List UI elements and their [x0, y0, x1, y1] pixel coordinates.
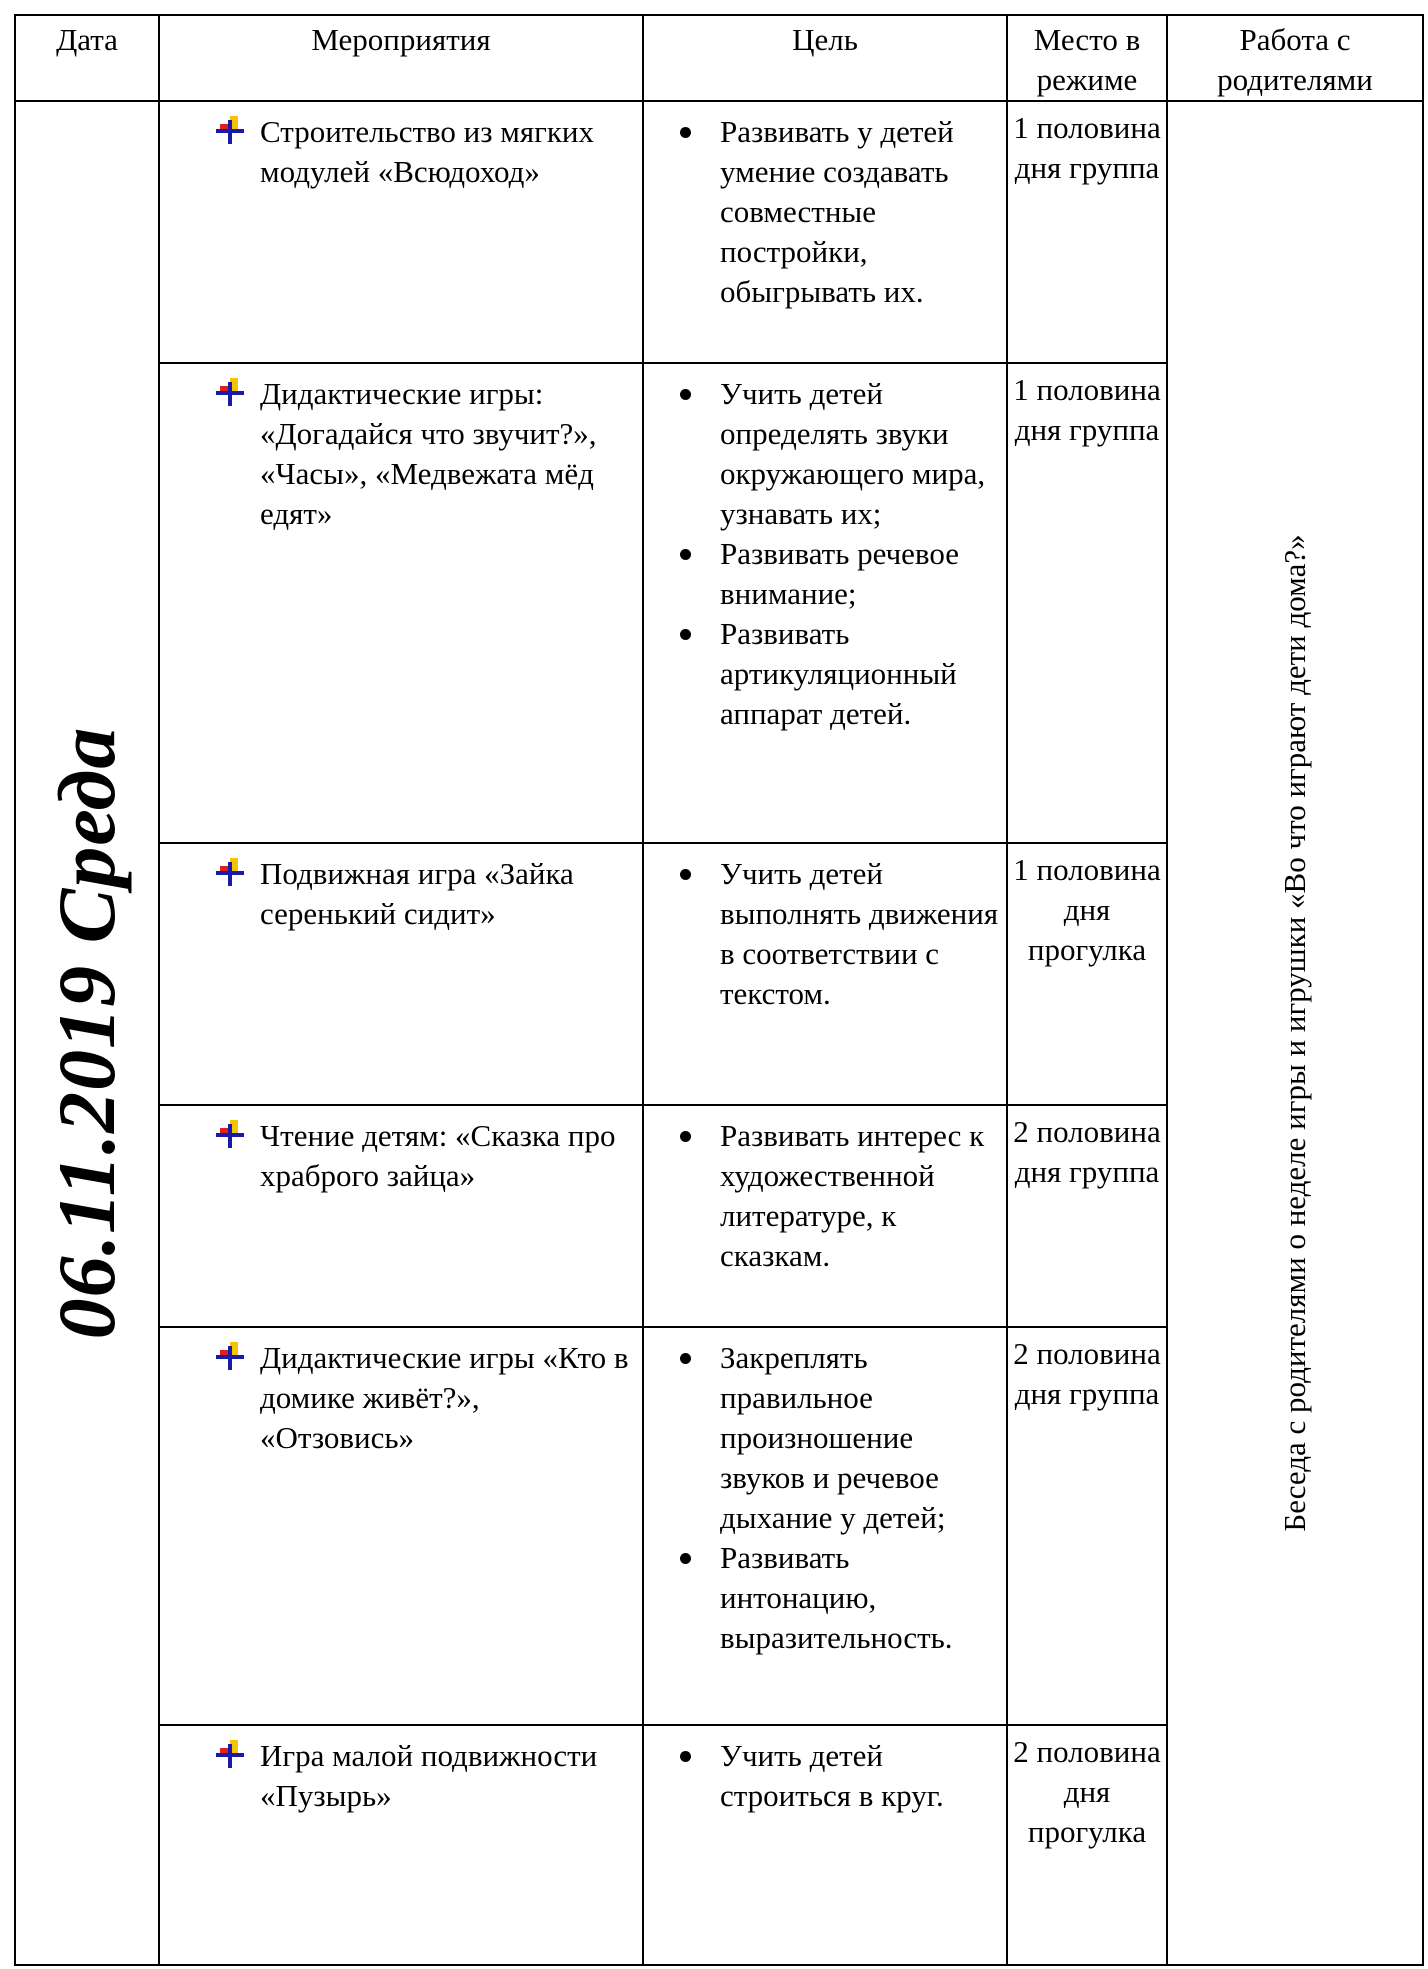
place-cell: 1 половина дня группа: [1007, 101, 1167, 363]
event-text: Чтение детям: «Сказка про храброго зайца»: [260, 1118, 616, 1193]
goal-cell: [643, 1327, 1007, 1725]
event-text: Игра малой подвижности «Пузырь»: [260, 1738, 598, 1813]
header-events: Мероприятия: [159, 15, 643, 101]
goal-item: Развивать речевое внимание;: [720, 534, 1000, 614]
bullet-dot-icon: [680, 1751, 691, 1762]
cross-marker-icon: [216, 1120, 244, 1148]
goal-item: Развивать артикуляционный аппарат детей.: [720, 614, 1000, 734]
event-cell: [159, 843, 643, 1105]
event-cell: [159, 1105, 643, 1327]
header-place: Место в режиме: [1007, 15, 1167, 101]
cross-marker-icon: [216, 1740, 244, 1768]
bullet-dot-icon: [680, 1353, 691, 1364]
event-cell: [159, 1725, 643, 1965]
place-cell: 2 половина дня прогулка: [1007, 1725, 1167, 1965]
event-cell: [159, 101, 643, 363]
goal-item: Учить детей определять звуки окружающего мира, узнавать их;: [720, 374, 1000, 534]
goal-cell: [643, 101, 1007, 363]
goal-cell: [643, 363, 1007, 843]
goal-item: Развивать интонацию, выразительность.: [720, 1538, 1000, 1658]
cross-marker-icon: [216, 858, 244, 886]
goal-item: Учить детей строиться в круг.: [720, 1736, 1000, 1816]
bullet-dot-icon: [680, 127, 691, 138]
goal-cell: [643, 1105, 1007, 1327]
cross-marker-icon: [216, 116, 244, 144]
place-cell: 1 половина дня прогулка: [1007, 843, 1167, 1105]
activity-plan-table: [14, 14, 1424, 1966]
goal-item: Развивать интерес к художественной литературе, к сказкам.: [720, 1116, 1000, 1276]
place-cell: 1 половина дня группа: [1007, 363, 1167, 843]
event-text: Подвижная игра «Зайка серенький сидит»: [260, 856, 574, 931]
event-text: Дидактические игры «Кто в домике живёт?», «Отзовись»: [260, 1340, 629, 1455]
goal-item: Закреплять правильное произношение звуков и речевое дыхание у детей;: [720, 1338, 1000, 1538]
goal-cell: [643, 843, 1007, 1105]
event-text: Строительство из мягких модулей «Всюдоход»: [260, 114, 595, 189]
header-date: Дата: [15, 15, 159, 101]
bullet-dot-icon: [680, 1131, 691, 1142]
date-cell: [15, 101, 159, 1965]
header-parents: Работа с родителями: [1167, 15, 1423, 101]
bullet-dot-icon: [680, 549, 691, 560]
place-cell: 2 половина дня группа: [1007, 1327, 1167, 1725]
event-cell: [159, 363, 643, 843]
cross-marker-icon: [216, 1342, 244, 1370]
bullet-dot-icon: [680, 1553, 691, 1564]
header-row: [15, 15, 1423, 101]
bullet-dot-icon: [680, 389, 691, 400]
date-label: 06.11.2019 Среда: [41, 726, 132, 1340]
cross-marker-icon: [216, 378, 244, 406]
goal-item: Развивать у детей умение создавать совместные постройки, обыгрывать их.: [720, 112, 1000, 312]
bullet-dot-icon: [680, 869, 691, 880]
parents-cell: [1167, 101, 1423, 1965]
parents-work-text: Беседа с родителями о неделе игры и игрушки «Во что играют дети дома?»: [1277, 534, 1312, 1532]
event-text: Дидактические игры: «Догадайся что звучит?», «Часы», «Медвежата мёд едят»: [260, 376, 597, 531]
goal-item: Учить детей выполнять движения в соответствии с текстом.: [720, 854, 1000, 1014]
place-cell: 2 половина дня группа: [1007, 1105, 1167, 1327]
bullet-dot-icon: [680, 629, 691, 640]
event-cell: [159, 1327, 643, 1725]
table-row: [15, 101, 1423, 363]
goal-cell: [643, 1725, 1007, 1965]
header-goal: Цель: [643, 15, 1007, 101]
